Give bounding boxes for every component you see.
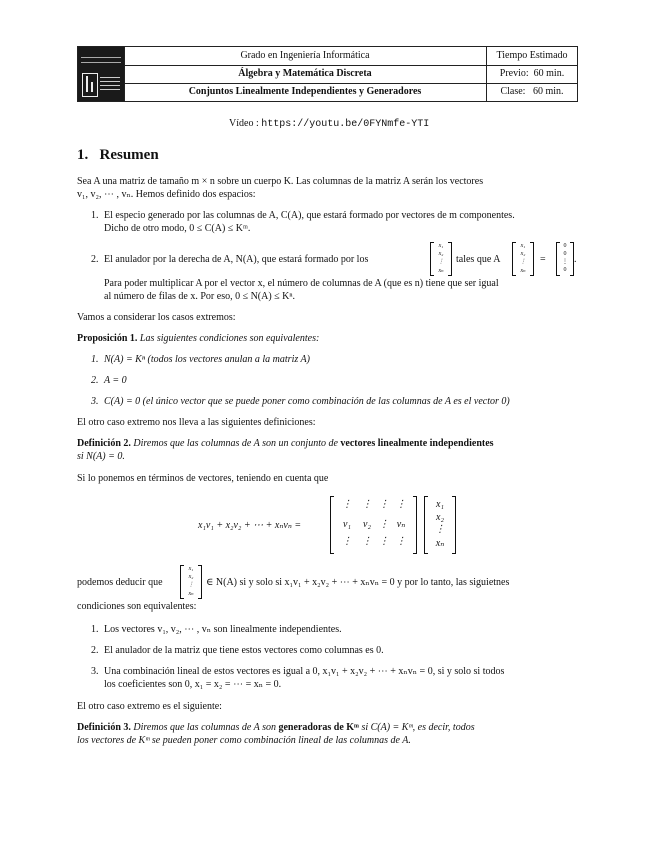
definition-3-text-a: Diremos que las columnas de A son [133, 722, 276, 733]
clase-value: 60 min. [532, 86, 564, 97]
course-cell: Álgebra y Matemática Discreta [238, 68, 372, 79]
intro-line-1: Sea A una matriz de tamaño m × n sobre un cuerpo K. Las columnas de la matriz A serán los vectores [77, 176, 484, 187]
matrix-cell: ⋮ [362, 499, 372, 510]
logo-text-lines [100, 77, 120, 91]
x-vector-entry: x₁ [438, 243, 444, 249]
definition-2-text: Diremos que las columnas de A son un conjunto de [133, 438, 338, 449]
header-divider-v [486, 47, 487, 101]
university-logo [78, 47, 125, 101]
extremes-text: Vamos a considerar los casos extremos: [77, 312, 236, 323]
zero-vector-entry: 0 [563, 267, 567, 273]
space-1-line-1: El especio generado por las columnas de A, C(A), que estará formado por vectores de m componentes. [104, 210, 515, 221]
equiv-3-line-2: los coeficientes son 0, x₁ = x₂ = ⋯ = xₙ = 0. [104, 679, 282, 690]
definition-3-text-b: si C(A) = Kᵐ, es decir, todos [361, 722, 475, 733]
clase-label: Clase: [500, 86, 526, 97]
zero-vector-entry: 0 [563, 251, 567, 257]
equiv-3-line-1: Una combinación lineal de estos vectores es igual a 0, x₁v₁ + x₂v₂ + ⋯ + xₙvₙ = 0, si y solo si todos [104, 666, 505, 677]
columns-matrix [330, 496, 417, 554]
degree-cell: Grado en Ingeniería Informática [240, 50, 370, 61]
video-link[interactable]: https://youtu.be/0FYNmfe-YTI [261, 119, 430, 130]
prop-item-3-num: 3. [91, 396, 99, 407]
space-2-line-1a: El anulador por la derecha de A, N(A), que estará formado por los [104, 254, 369, 265]
fi-logo-icon [82, 73, 98, 97]
video-line [229, 117, 429, 131]
matrix-cell: ⋮ [342, 499, 352, 510]
matrix-cell: vₙ [396, 519, 406, 530]
x-entry: xₙ [435, 538, 445, 549]
time-title-cell: Tiempo Estimado [496, 50, 568, 61]
x-entry: ⋮ [435, 524, 445, 535]
clase-cell [486, 83, 578, 101]
matrix-cell: ⋮ [396, 536, 406, 547]
header-table [77, 46, 578, 102]
deduce-c: condiciones son equivalentes: [77, 601, 197, 612]
space-1-num: 1. [91, 210, 99, 221]
x-vector-matrix-2 [512, 242, 534, 276]
space-2-line-3: al número de filas de x. Por eso, 0 ≤ N(A) ≤ Kⁿ. [104, 291, 296, 302]
header-divider-2 [124, 83, 578, 84]
x-entry: x₁ [436, 499, 444, 510]
section-number: 1. [77, 147, 89, 163]
previo-cell [486, 65, 578, 83]
deduce-b: ∈ N(A) si y solo si x₁v₁ + x₂v₂ + ⋯ + xₙvₙ = 0 y por lo tanto, las siguietnes [206, 577, 510, 588]
x-vector-entry: x₁ [188, 566, 194, 572]
x-vector-entry: ⋮ [438, 259, 444, 265]
topic-cell: Conjuntos Linealmente Independientes y Generadores [188, 86, 422, 97]
prop-item-1: N(A) = Kⁿ (todos los vectores anulan a la matriz A) [104, 354, 310, 365]
prop-item-2-num: 2. [91, 375, 99, 386]
zero-vector-matrix [556, 242, 574, 276]
x-vector-matrix-1 [430, 242, 452, 276]
other-case-1: El otro caso extremo nos lleva a las siguientes definiciones: [77, 417, 316, 428]
prop-item-3: C(A) = 0 (el único vector que se puede poner como combinación de las columnas de A es el vector 0) [104, 396, 510, 407]
proposition-text: Las siguientes condiciones son equivalentes: [139, 333, 320, 344]
prop-item-1-num: 1. [91, 354, 99, 365]
equiv-2: El anulador de la matriz que tiene estos vectores como columnas es 0. [104, 645, 384, 656]
logo-top-lines [81, 57, 121, 63]
matrix-cell: ⋮ [342, 536, 352, 547]
space-2-period: . [574, 254, 577, 265]
proposition-label: Proposición 1. [77, 333, 138, 344]
space-2-equals: = [540, 254, 546, 265]
definition-3-bold: generadoras de Kᵐ [278, 722, 359, 733]
x-column-vector [424, 496, 456, 554]
equation-lhs: x₁v₁ + x₂v₂ + ⋯ + xₙvₙ = [198, 520, 302, 531]
x-vector-entry: ⋮ [188, 582, 194, 588]
space-2-num: 2. [91, 254, 99, 265]
proposition-1 [77, 332, 319, 345]
zero-vector-entry: 0 [563, 243, 567, 249]
video-label: Vídeo : [229, 118, 259, 129]
space-2-line-2: Para poder multiplicar A por el vector x, el número de columnas de A (que es n) tiene que ser igual [104, 278, 499, 289]
prop-item-2: A = 0 [104, 375, 127, 386]
x-vector-entry: x₂ [520, 251, 526, 257]
matrix-cell: ⋮ [379, 519, 389, 530]
x-vector-entry: x₂ [438, 251, 444, 257]
definition-2-bold: vectores linealmente independientes [340, 438, 494, 449]
x-vector-entry: ⋮ [520, 259, 526, 265]
equiv-1: Los vectores v₁, v₂, ⋯ , vₙ son linealmente independientes. [104, 624, 342, 635]
x-vector-entry: x₁ [520, 243, 526, 249]
definition-2-line-2: si N(A) = 0. [77, 451, 125, 462]
vectors-intro: Si lo ponemos en términos de vectores, teniendo en cuenta que [77, 473, 329, 484]
definition-2 [77, 437, 494, 450]
equiv-1-num: 1. [91, 624, 99, 635]
x-vector-entry: xₙ [188, 591, 194, 597]
previo-value: 60 min. [533, 68, 565, 79]
matrix-cell: ⋮ [396, 499, 406, 510]
section-heading [77, 147, 159, 164]
equiv-2-num: 2. [91, 645, 99, 656]
header-divider-1 [124, 65, 578, 66]
zero-vector-entry: ⋮ [562, 259, 568, 265]
previo-label: Previo: [499, 68, 529, 79]
space-2-line-1b: tales que A [456, 254, 501, 265]
definition-2-label: Definición 2. [77, 438, 131, 449]
matrix-cell: v₁ [343, 519, 351, 530]
equiv-3-num: 3. [91, 666, 99, 677]
x-vector-entry: xₙ [520, 268, 526, 274]
x-vector-entry: x₂ [188, 574, 194, 580]
matrix-cell: ⋮ [379, 499, 389, 510]
definition-3 [77, 721, 475, 734]
definition-3-label: Definición 3. [77, 722, 131, 733]
x-vector-matrix-3 [180, 565, 202, 599]
deduce-a: podemos deducir que [77, 577, 163, 588]
section-title: Resumen [99, 147, 159, 163]
x-vector-entry: xₙ [438, 268, 444, 274]
intro-line-2: v₁, v₂, ⋯ , vₙ. Hemos definido dos espacios: [77, 189, 256, 200]
matrix-cell: ⋮ [362, 536, 372, 547]
definition-3-line-2: los vectores de Kᵐ se pueden poner como combinación lineal de las columnas de A. [77, 735, 411, 746]
other-case-2: El otro caso extremo es el siguiente: [77, 701, 222, 712]
x-entry: x₂ [436, 512, 444, 523]
matrix-cell: v₂ [363, 519, 371, 530]
space-1-line-2: Dicho de otro modo, 0 ≤ C(A) ≤ Kᵐ. [104, 223, 251, 234]
matrix-cell: ⋮ [379, 536, 389, 547]
